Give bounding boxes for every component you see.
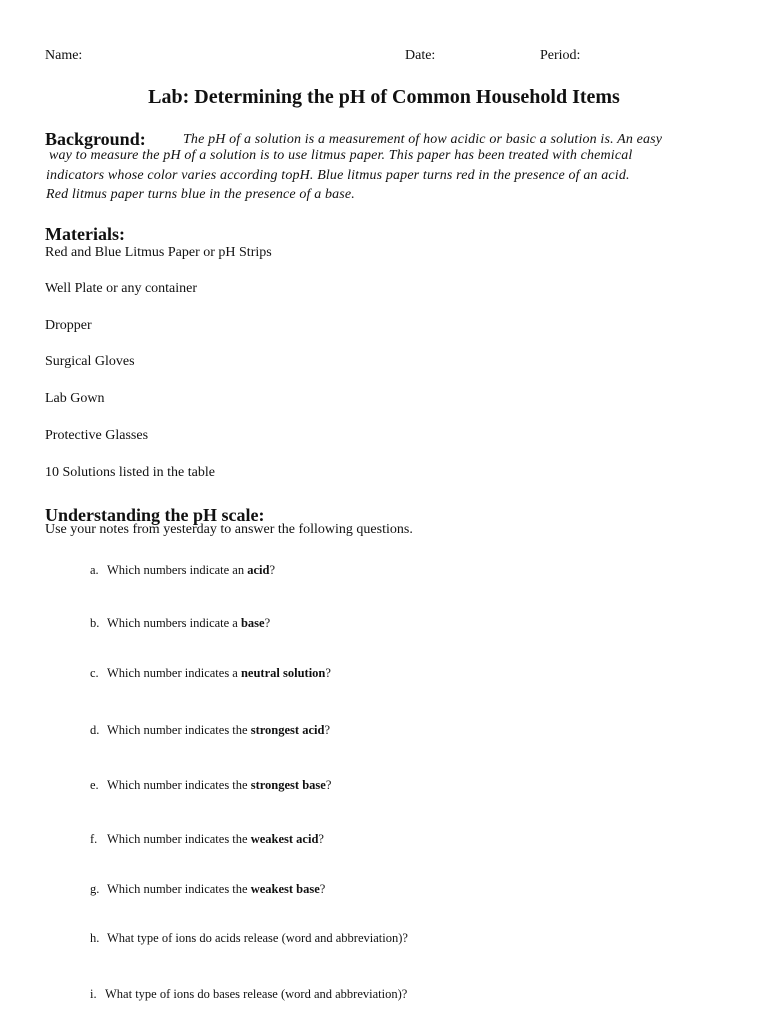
question-end: ? xyxy=(325,778,332,792)
material-item: 10 Solutions listed in the table xyxy=(45,465,215,480)
question-keyword: acid xyxy=(247,563,270,577)
background-heading: Background: xyxy=(45,129,146,149)
question-letter: e. xyxy=(90,778,99,792)
question-letter: f. xyxy=(90,832,98,846)
background-line: indicators whose color varies according topH. Blue litmus paper turns red in the presence of an acid. xyxy=(46,168,630,183)
question-letter: c. xyxy=(90,666,99,680)
question-letter: d. xyxy=(90,723,100,737)
material-item: Red and Blue Litmus Paper or pH Strips xyxy=(45,245,272,260)
question-keyword: strongest acid xyxy=(250,723,325,737)
question-keyword: weakest acid xyxy=(250,832,319,846)
question-item xyxy=(90,882,325,897)
period-label: Period: xyxy=(540,48,581,63)
question-text: Which number indicates the xyxy=(107,778,251,792)
question-item xyxy=(90,931,408,946)
question-end: ? xyxy=(318,832,324,846)
material-item: Protective Glasses xyxy=(45,428,149,443)
question-letter: b. xyxy=(90,616,100,630)
question-end: ? xyxy=(319,882,326,896)
question-end: ? xyxy=(269,563,276,577)
page-title: Lab: Determining the pH of Common Household Items xyxy=(148,86,620,108)
question-keyword: base xyxy=(240,616,265,630)
background-line: The pH of a solution is a measurement of how acidic or basic a solution is. An easy xyxy=(183,132,663,147)
question-text: Which number indicates the xyxy=(107,723,251,737)
question-letter: h. xyxy=(90,931,100,945)
question-text: What type of ions do acids release (word and abbreviation)? xyxy=(107,931,408,945)
material-item: Dropper xyxy=(45,318,92,333)
question-letter: i. xyxy=(90,987,97,1001)
question-keyword: neutral solution xyxy=(240,666,326,680)
question-letter: g. xyxy=(90,882,100,896)
question-keyword: strongest base xyxy=(250,778,326,792)
question-text: What type of ions do bases release (word and abbreviation)? xyxy=(105,987,408,1001)
question-item xyxy=(90,666,331,681)
question-item xyxy=(90,987,407,1002)
question-item xyxy=(90,723,330,738)
name-label: Name: xyxy=(45,48,83,63)
question-item xyxy=(90,616,270,631)
question-text: Which numbers indicate an xyxy=(107,563,248,577)
ph-scale-heading: Understanding the pH scale: xyxy=(45,505,265,525)
question-item xyxy=(90,563,275,578)
date-label: Date: xyxy=(405,48,436,63)
material-item: Lab Gown xyxy=(45,391,105,406)
question-text: Which numbers indicate a xyxy=(107,616,241,630)
ph-scale-intro: Use your notes from yesterday to answer the following questions. xyxy=(45,522,413,537)
material-item: Surgical Gloves xyxy=(45,354,135,369)
question-end: ? xyxy=(324,723,330,737)
question-text: Which number indicates the xyxy=(107,832,251,846)
background-line: way to measure the pH of a solution is to use litmus paper. This paper has been treated with chemical xyxy=(49,148,633,163)
question-text: Which number indicates a xyxy=(107,666,241,680)
question-item xyxy=(90,778,331,793)
question-end: ? xyxy=(325,666,331,680)
question-keyword: weakest base xyxy=(250,882,320,896)
background-line: Red litmus paper turns blue in the presence of a base. xyxy=(46,187,355,202)
material-item: Well Plate or any container xyxy=(45,281,198,296)
materials-heading: Materials: xyxy=(45,224,125,244)
question-end: ? xyxy=(264,616,271,630)
question-letter: a. xyxy=(90,563,99,577)
question-item xyxy=(90,832,324,847)
question-text: Which number indicates the xyxy=(107,882,251,896)
